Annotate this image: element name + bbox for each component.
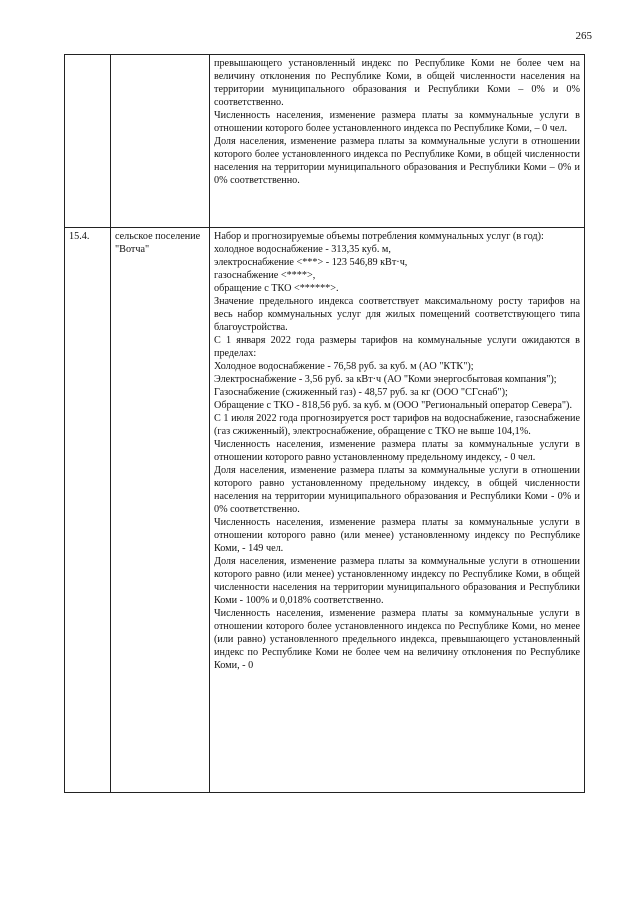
paragraph: Доля населения, изменение размера платы за коммунальные услуги в отношении которого равно (или менее) установленному индексу по Республике Коми, в общей численности населения на территории муниципального образования и Республики Коми - 100% и 0,018% соответственно.	[214, 556, 580, 606]
paragraph: Численность населения, изменение размера платы за коммунальные услуги в отношении которого более установленного индекса по Республике Коми, – 0 чел.	[214, 110, 580, 134]
paragraph: превышающего установленный индекс по Республике Коми не более чем на величину отклонения по Республике Коми, в общей численности населения на территории муниципального образования и Республики Коми – 0% и 0% соответственно.	[214, 58, 580, 108]
row-number-cell	[65, 55, 111, 228]
tariff-table	[64, 54, 585, 793]
paragraph: Значение предельного индекса соответствует максимальному росту тарифов на весь набор коммунальных услуг для жилых помещений соответствующего типа благоустройства.	[214, 296, 580, 333]
paragraph: Численность населения, изменение размера платы за коммунальные услуги в отношении которого равно установленному предельному индексу, - 0 чел.	[214, 439, 580, 463]
paragraph: Численность населения, изменение размера платы за коммунальные услуги в отношении которого более установленного индекса по Республике Коми, но менее (или равно) установленного предельного индекса, превышающего установленный индекс по Республике Коми не более чем на величину отклонения по Республике Коми, - 0	[214, 608, 580, 671]
paragraph: Электроснабжение - 3,56 руб. за кВт·ч (АО "Коми энергосбытовая компания");	[214, 374, 557, 385]
paragraph: электроснабжение <***> - 123 546,89 кВт·ч,	[214, 257, 408, 268]
paragraph: Холодное водоснабжение - 76,58 руб. за куб. м (АО "КТК");	[214, 361, 474, 372]
paragraph: Набор и прогнозируемые объемы потребления коммунальных услуг (в год):	[214, 231, 544, 242]
description-cell	[210, 55, 585, 228]
page-number: 265	[575, 30, 592, 42]
paragraph: газоснабжение <****>,	[214, 270, 316, 281]
paragraph: Газоснабжение (сжиженный газ) - 48,57 руб. за кг (ООО "СГснаб");	[214, 387, 508, 398]
paragraph: обращение с ТКО <******>.	[214, 283, 339, 294]
paragraph: С 1 января 2022 года размеры тарифов на коммунальные услуги ожидаются в пределах:	[214, 335, 580, 359]
settlement-name-cell	[111, 55, 210, 228]
paragraph: холодное водоснабжение - 313,35 куб. м,	[214, 244, 391, 255]
paragraph: Численность населения, изменение размера платы за коммунальные услуги в отношении которого равно (или менее) установленному индексу по Республике Коми, - 149 чел.	[214, 517, 580, 554]
table-row-15-4	[65, 228, 585, 793]
paragraph: Доля населения, изменение размера платы за коммунальные услуги в отношении которого равно установленному предельному индексу, в общей численности населения на территории муниципального образования и Республики Коми - 0% и 0% соответственно.	[214, 465, 580, 515]
table-row-continuation	[65, 55, 585, 228]
paragraph: С 1 июля 2022 года прогнозируется рост тарифов на водоснабжение, газоснабжение (газ сжиженный), электроснабжение, обращение с ТКО не выше 104,1%.	[214, 413, 580, 437]
description-cell	[210, 228, 585, 793]
paragraph: Доля населения, изменение размера платы за коммунальные услуги в отношении которого более установленного индекса по Республике Коми, в общей численности населения на территории муниципального образования и Республики Коми – 0% и 0% соответственно.	[214, 136, 580, 186]
paragraph: Обращение с ТКО - 818,56 руб. за куб. м (ООО "Региональный оператор Севера").	[214, 400, 572, 411]
row-number-cell: 15.4.	[65, 228, 111, 793]
settlement-name-cell: сельское поселение "Вотча"	[111, 228, 210, 793]
